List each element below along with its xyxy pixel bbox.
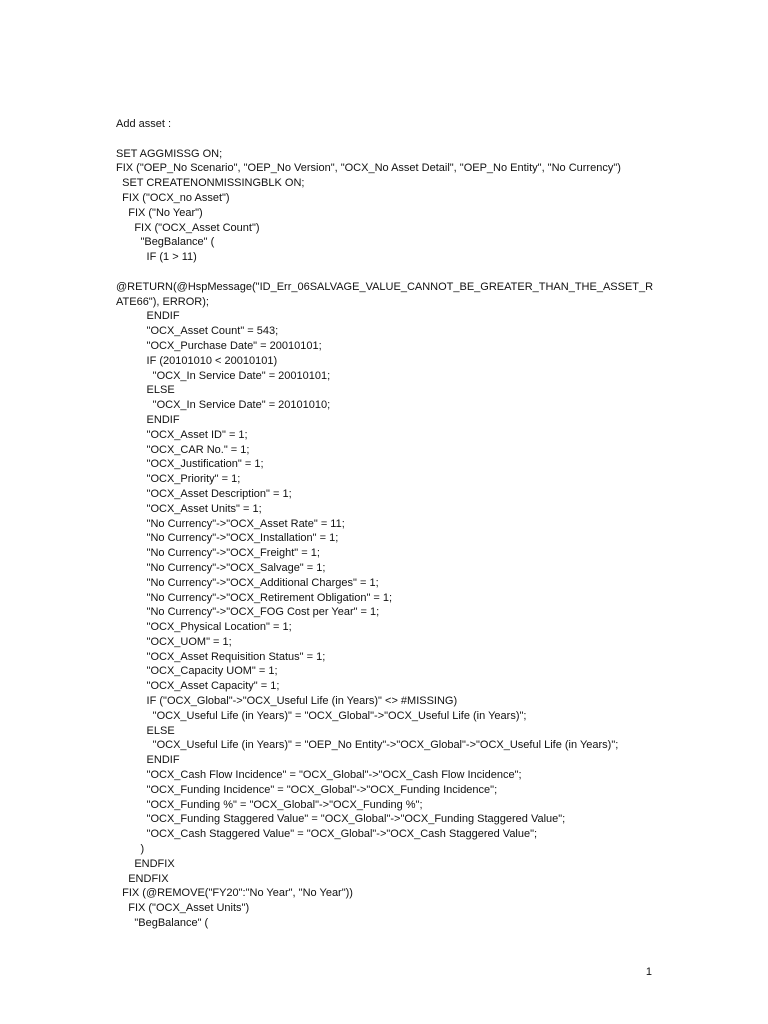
code-line: ATE66"), ERROR); [116, 295, 209, 308]
code-line: "No Currency"->"OCX_Retirement Obligation" = 1; [116, 591, 393, 604]
page-number: 1 [645, 966, 652, 978]
code-line: "OCX_Asset Count" = 543; [116, 325, 279, 338]
code-line: FIX ("OCX_Asset Units") [116, 902, 250, 915]
code-line: "BegBalance" ( [116, 236, 215, 249]
code-line: "OCX_Purchase Date" = 20010101; [116, 339, 322, 352]
code-line: "OCX_Funding %" = "OCX_Global"->"OCX_Funding %"; [116, 798, 423, 811]
code-line: "No Currency"->"OCX_Salvage" = 1; [116, 561, 326, 574]
code-line [116, 265, 656, 280]
code-line: "No Currency"->"OCX_Asset Rate" = 11; [116, 517, 345, 530]
code-line: "OCX_UOM" = 1; [116, 635, 232, 648]
code-block [116, 132, 656, 931]
code-line: "OCX_CAR No." = 1; [116, 443, 250, 456]
code-line: "OCX_Asset Requisition Status" = 1; [116, 650, 326, 663]
code-line: "No Currency"->"OCX_FOG Cost per Year" = 1; [116, 606, 380, 619]
code-line: ENDIF [116, 310, 180, 323]
code-line: ELSE [116, 384, 175, 397]
code-line: "OCX_Funding Staggered Value" = "OCX_Global"->"OCX_Funding Staggered Value"; [116, 813, 566, 826]
code-line: SET CREATENONMISSINGBLK ON; [116, 177, 305, 190]
code-line: "OCX_Physical Location" = 1; [116, 621, 292, 634]
document-body [116, 117, 656, 931]
document-heading: Add asset : [116, 118, 172, 130]
code-line: "OCX_In Service Date" = 20101010; [116, 399, 331, 412]
code-line: "OCX_Asset Capacity" = 1; [116, 680, 280, 693]
code-line: "OCX_Useful Life (in Years)" = "OCX_Global"->"OCX_Useful Life (in Years)"; [116, 709, 527, 722]
code-line: "OCX_Priority" = 1; [116, 473, 241, 486]
code-line: ENDFIX [116, 872, 169, 885]
code-line: "OCX_Asset ID" = 1; [116, 428, 248, 441]
code-line: FIX ("OEP_No Scenario", "OEP_No Version", "OCX_No Asset Detail", "OEP_No Entity", "No Currency") [116, 162, 621, 175]
code-line: "OCX_Asset Units" = 1; [116, 502, 262, 515]
code-line: FIX ("OCX_no Asset") [116, 191, 230, 204]
code-line: IF ("OCX_Global"->"OCX_Useful Life (in Years)" <> #MISSING) [116, 695, 458, 708]
code-line: "BegBalance" ( [116, 917, 209, 930]
code-line: "OCX_Useful Life (in Years)" = "OEP_No Entity"->"OCX_Global"->"OCX_Useful Life (in Years)"; [116, 739, 619, 752]
code-line: "OCX_In Service Date" = 20010101; [116, 369, 331, 382]
code-line: "OCX_Cash Staggered Value" = "OCX_Global"->"OCX_Cash Staggered Value"; [116, 828, 538, 841]
code-line: @RETURN(@HspMessage("ID_Err_06SALVAGE_VALUE_CANNOT_BE_GREATER_THAN_THE_ASSET_R [116, 280, 654, 293]
code-line: ENDIF [116, 413, 180, 426]
code-line: IF (1 > 11) [116, 251, 197, 264]
code-line: ) [116, 843, 145, 856]
code-line: "OCX_Justification" = 1; [116, 458, 264, 471]
code-line: "OCX_Capacity UOM" = 1; [116, 665, 278, 678]
code-line: FIX ("OCX_Asset Count") [116, 221, 260, 234]
code-line: FIX ("No Year") [116, 206, 203, 219]
code-line: "OCX_Cash Flow Incidence" = "OCX_Global"->"OCX_Cash Flow Incidence"; [116, 769, 522, 782]
code-line: "No Currency"->"OCX_Freight" = 1; [116, 547, 320, 560]
code-line: FIX (@REMOVE("FY20":"No Year", "No Year")) [116, 887, 353, 900]
code-line: "No Currency"->"OCX_Installation" = 1; [116, 532, 339, 545]
code-line: ENDFIX [116, 857, 175, 870]
code-line: "OCX_Asset Description" = 1; [116, 487, 292, 500]
code-line: SET AGGMISSG ON; [116, 147, 223, 160]
code-line: "OCX_Funding Incidence" = "OCX_Global"->"OCX_Funding Incidence"; [116, 783, 498, 796]
code-line [116, 132, 656, 147]
code-line: ELSE [116, 724, 175, 737]
code-line: ENDIF [116, 754, 180, 767]
code-line: IF (20101010 < 20010101) [116, 354, 278, 367]
code-line: "No Currency"->"OCX_Additional Charges" = 1; [116, 576, 379, 589]
